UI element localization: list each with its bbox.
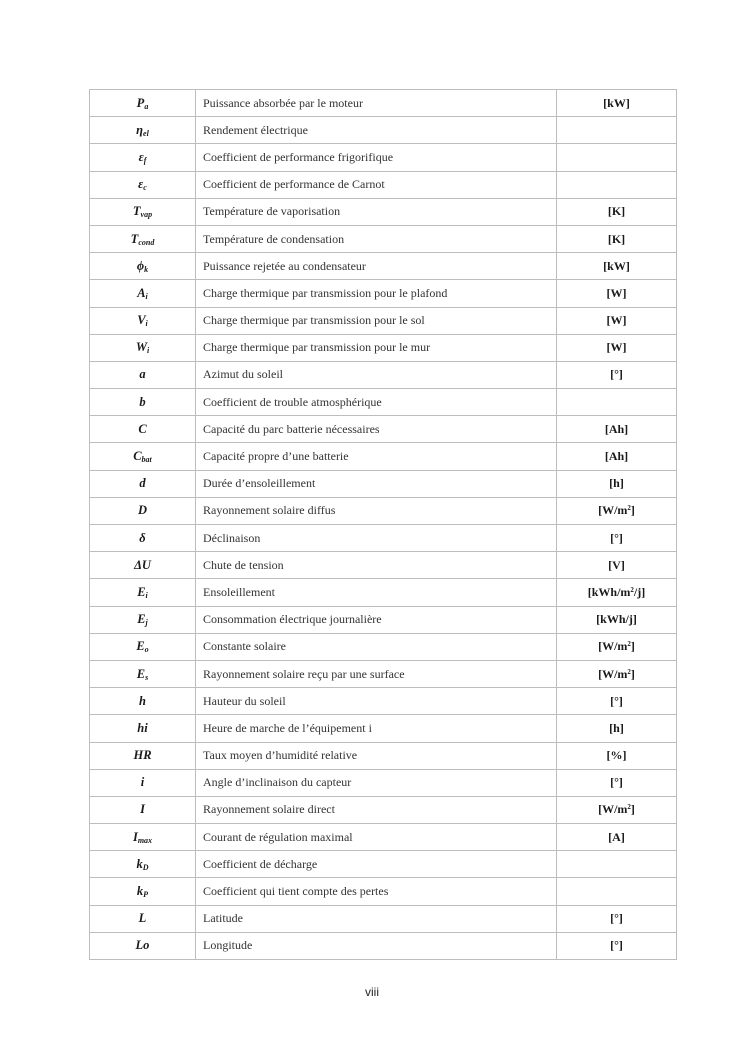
nomenclature-table [89, 89, 677, 960]
table-row [90, 579, 677, 606]
symbol-subscript: k [144, 264, 149, 274]
table-row [90, 361, 677, 388]
symbol-cell [90, 932, 196, 959]
table-row [90, 633, 677, 660]
symbol-cell [90, 225, 196, 252]
table-row [90, 878, 677, 905]
unit-text-end: /j] [633, 584, 646, 599]
description-cell: Rayonnement solaire diffus [196, 497, 557, 524]
unit-cell [557, 824, 677, 851]
symbol-subscript: i [145, 590, 148, 600]
symbol-cell [90, 769, 196, 796]
unit-cell [557, 443, 677, 470]
table-row [90, 660, 677, 687]
symbol-cell [90, 280, 196, 307]
unit-cell [557, 334, 677, 361]
description-cell: Coefficient de décharge [196, 851, 557, 878]
symbol: d [139, 476, 146, 491]
table-row [90, 443, 677, 470]
table-row [90, 144, 677, 171]
unit-text: [K] [607, 231, 626, 246]
unit-cell [557, 307, 677, 334]
symbol: E [136, 666, 146, 681]
table-row [90, 416, 677, 443]
unit-superscript: 2 [630, 585, 634, 594]
symbol-cell [90, 579, 196, 606]
table-row [90, 932, 677, 959]
symbol-cell [90, 443, 196, 470]
symbol-cell [90, 90, 196, 117]
unit-cell [557, 361, 677, 388]
table-row [90, 796, 677, 823]
table-row [90, 769, 677, 796]
symbol: V [137, 313, 146, 328]
description-cell: Rendement électrique [196, 117, 557, 144]
symbol-subscript: f [143, 155, 147, 165]
symbol-cell [90, 742, 196, 769]
unit-text: [W/m [598, 802, 628, 817]
symbol-cell [90, 688, 196, 715]
unit-cell [557, 851, 677, 878]
symbol-subscript: cond [138, 237, 155, 247]
table-row [90, 851, 677, 878]
symbol-cell [90, 253, 196, 280]
symbol-cell [90, 715, 196, 742]
unit-text: [W] [606, 285, 627, 300]
unit-cell [557, 171, 677, 198]
symbol-cell [90, 851, 196, 878]
unit-text: [W/m [598, 666, 628, 681]
symbol-cell [90, 905, 196, 932]
symbol-cell [90, 416, 196, 443]
symbol-cell [90, 307, 196, 334]
table-row [90, 90, 677, 117]
table-row [90, 470, 677, 497]
table-row [90, 334, 677, 361]
unit-cell [557, 715, 677, 742]
unit-cell [557, 905, 677, 932]
unit-text: [kWh/m [587, 584, 631, 599]
symbol: ε [138, 149, 144, 164]
symbol-cell [90, 796, 196, 823]
unit-text: [K] [607, 204, 626, 219]
unit-cell [557, 497, 677, 524]
unit-text: [W/m [598, 639, 628, 654]
symbol-cell [90, 606, 196, 633]
symbol-subscript: el [143, 128, 149, 138]
symbol: I [140, 802, 145, 817]
table-row [90, 497, 677, 524]
description-cell: Durée d’ensoleillement [196, 470, 557, 497]
description-cell: Coefficient de performance frigorifique [196, 144, 557, 171]
unit-text: [kW] [603, 95, 630, 110]
symbol: δ [139, 530, 146, 545]
symbol-subscript: s [145, 672, 149, 682]
description-cell: Rayonnement solaire reçu par une surface [196, 660, 557, 687]
description-cell: Température de vaporisation [196, 198, 557, 225]
symbol-cell [90, 660, 196, 687]
unit-text: [h] [609, 476, 624, 491]
unit-cell [557, 470, 677, 497]
unit-text-end: ] [630, 639, 635, 654]
table-row [90, 307, 677, 334]
table-row [90, 198, 677, 225]
description-cell: Rayonnement solaire direct [196, 796, 557, 823]
unit-cell [557, 932, 677, 959]
table-row [90, 552, 677, 579]
symbol-subscript: P [143, 890, 149, 900]
table-row [90, 715, 677, 742]
symbol-cell [90, 361, 196, 388]
unit-cell [557, 416, 677, 443]
unit-cell [557, 90, 677, 117]
unit-text: [kW] [603, 258, 630, 273]
description-cell: Puissance absorbée par le moteur [196, 90, 557, 117]
symbol: HR [133, 748, 152, 763]
symbol: E [137, 612, 146, 627]
description-cell: Courant de régulation maximal [196, 824, 557, 851]
unit-text: [°] [610, 530, 623, 545]
table-row [90, 824, 677, 851]
description-cell: Taux moyen d’humidité relative [196, 742, 557, 769]
symbol-cell [90, 117, 196, 144]
symbol-cell [90, 198, 196, 225]
symbol: P [136, 95, 145, 110]
symbol: ε [138, 177, 144, 192]
symbol-subscript: j [145, 618, 148, 628]
page-number: viii [365, 985, 379, 999]
unit-text-end: ] [630, 802, 635, 817]
description-cell: Constante solaire [196, 633, 557, 660]
symbol: ΔU [134, 557, 151, 572]
description-cell: Ensoleillement [196, 579, 557, 606]
table-row [90, 171, 677, 198]
unit-cell [557, 742, 677, 769]
symbol-subscript: bat [141, 455, 152, 465]
unit-superscript: 2 [627, 504, 631, 513]
unit-cell [557, 525, 677, 552]
symbol: k [136, 884, 144, 899]
symbol: Lo [135, 938, 150, 953]
nomenclature-table-body [90, 90, 677, 960]
symbol-cell [90, 552, 196, 579]
table-row [90, 525, 677, 552]
unit-text: [W] [606, 340, 627, 355]
unit-text: [Ah] [604, 449, 629, 464]
symbol: b [139, 394, 146, 409]
symbol: L [138, 911, 147, 926]
symbol: E [137, 584, 146, 599]
symbol: C [138, 421, 147, 436]
symbol-subscript: c [143, 183, 147, 193]
symbol: T [132, 204, 141, 219]
symbol-subscript: D [142, 862, 149, 872]
unit-cell [557, 769, 677, 796]
symbol: A [137, 285, 146, 300]
unit-text: [°] [610, 938, 623, 953]
unit-cell [557, 796, 677, 823]
description-cell: Latitude [196, 905, 557, 932]
symbol-cell [90, 824, 196, 851]
unit-cell [557, 198, 677, 225]
symbol-cell [90, 144, 196, 171]
symbol: I [132, 829, 138, 844]
description-cell: Capacité propre d’une batterie [196, 443, 557, 470]
unit-cell [557, 579, 677, 606]
unit-cell [557, 633, 677, 660]
symbol-cell [90, 171, 196, 198]
unit-text-end: ] [630, 503, 635, 518]
unit-cell [557, 144, 677, 171]
unit-cell [557, 253, 677, 280]
unit-superscript: 2 [627, 803, 631, 812]
description-cell: Charge thermique par transmission pour le plafond [196, 280, 557, 307]
description-cell: Température de condensation [196, 225, 557, 252]
description-cell: Capacité du parc batterie nécessaires [196, 416, 557, 443]
symbol: a [139, 367, 146, 382]
unit-cell [557, 688, 677, 715]
symbol-subscript: a [144, 101, 149, 111]
symbol: W [135, 340, 147, 355]
unit-cell [557, 878, 677, 905]
symbol: ϕ [136, 258, 145, 273]
symbol-cell [90, 878, 196, 905]
symbol-cell [90, 470, 196, 497]
table-row [90, 280, 677, 307]
unit-text: [%] [606, 748, 627, 763]
symbol: η [136, 122, 144, 137]
description-cell: Consommation électrique journalière [196, 606, 557, 633]
table-row [90, 389, 677, 416]
symbol: D [137, 503, 148, 518]
description-cell: Puissance rejetée au condensateur [196, 253, 557, 280]
description-cell: Déclinaison [196, 525, 557, 552]
unit-cell [557, 117, 677, 144]
table-row [90, 606, 677, 633]
symbol-cell [90, 525, 196, 552]
unit-text: [W] [606, 313, 627, 328]
symbol-cell [90, 497, 196, 524]
unit-text: [h] [609, 720, 624, 735]
table-row [90, 905, 677, 932]
table-row [90, 225, 677, 252]
unit-cell [557, 660, 677, 687]
symbol: C [133, 449, 142, 464]
unit-text: [V] [608, 557, 625, 572]
description-cell: Heure de marche de l’équipement i [196, 715, 557, 742]
unit-cell [557, 389, 677, 416]
symbol-subscript: i [146, 346, 150, 356]
description-cell: Hauteur du soleil [196, 688, 557, 715]
symbol-subscript: i [145, 319, 148, 329]
unit-cell [557, 225, 677, 252]
unit-text-end: ] [630, 666, 635, 681]
symbol-subscript: vap [140, 210, 153, 220]
symbol: E [136, 639, 145, 654]
unit-text: [W/m [598, 503, 628, 518]
symbol: i [140, 775, 145, 790]
unit-text: [kWh/j] [596, 612, 637, 627]
unit-text: [A] [608, 829, 625, 844]
table-row [90, 253, 677, 280]
unit-text: [Ah] [604, 421, 629, 436]
table-row [90, 742, 677, 769]
table-row [90, 688, 677, 715]
unit-cell [557, 606, 677, 633]
unit-superscript: 2 [627, 667, 631, 676]
description-cell: Coefficient qui tient compte des pertes [196, 878, 557, 905]
description-cell: Angle d’inclinaison du capteur [196, 769, 557, 796]
description-cell: Azimut du soleil [196, 361, 557, 388]
description-cell: Chute de tension [196, 552, 557, 579]
symbol-cell [90, 334, 196, 361]
unit-text: [°] [610, 911, 623, 926]
unit-text: [°] [610, 775, 623, 790]
unit-text: [°] [610, 367, 623, 382]
symbol-subscript: max [137, 835, 153, 845]
unit-superscript: 2 [627, 640, 631, 649]
symbol-subscript: i [145, 291, 148, 301]
unit-cell [557, 280, 677, 307]
unit-cell [557, 552, 677, 579]
description-cell: Coefficient de performance de Carnot [196, 171, 557, 198]
description-cell: Coefficient de trouble atmosphérique [196, 389, 557, 416]
symbol: hi [137, 720, 148, 735]
symbol-cell [90, 389, 196, 416]
symbol-cell [90, 633, 196, 660]
table-row [90, 117, 677, 144]
symbol-subscript: o [144, 645, 149, 655]
unit-text: [°] [610, 693, 623, 708]
symbol: T [130, 231, 139, 246]
description-cell: Charge thermique par transmission pour le mur [196, 334, 557, 361]
symbol: h [139, 693, 146, 708]
description-cell: Longitude [196, 932, 557, 959]
description-cell: Charge thermique par transmission pour le sol [196, 307, 557, 334]
symbol: k [136, 856, 143, 871]
